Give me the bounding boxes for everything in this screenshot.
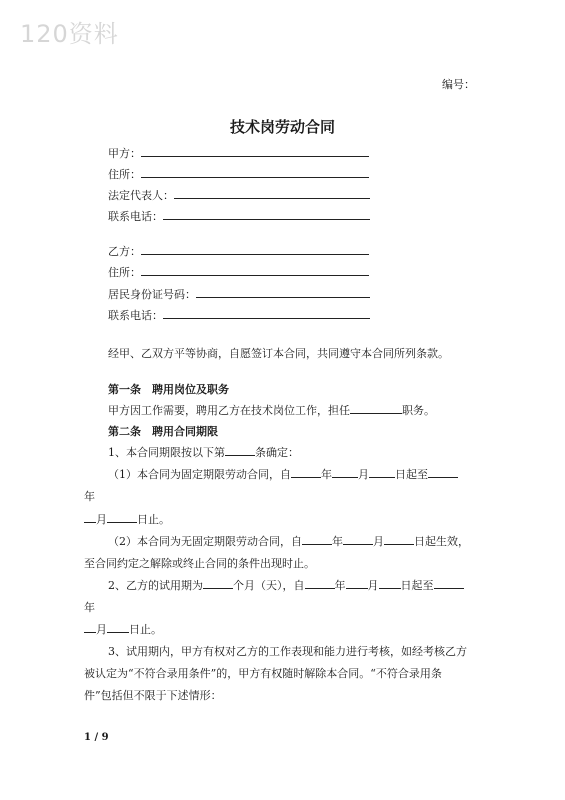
item-2-text-c: 年 — [334, 579, 346, 592]
sub-1-text-a: （1）本合同为固定期限劳动合同，自 — [108, 468, 291, 481]
item-2-text-g: 月 — [96, 623, 107, 636]
party-b-address-line — [108, 264, 369, 280]
probation-start-month-blank — [346, 577, 368, 589]
party-a-legal-rep-label: 法定代表人： — [108, 189, 174, 202]
party-a-phone-line — [108, 208, 370, 224]
article-1-heading: 第一条 聘用岗位及职务 — [108, 383, 229, 396]
sub-1-text-d: 日起至 — [395, 468, 428, 481]
sub-1-end-month-blank — [84, 511, 96, 523]
intro-paragraph: 经甲、乙双方平等协商，自愿签订本合同，共同遵守本合同所列条款。 — [108, 347, 449, 360]
article-2-item-2 — [108, 577, 518, 593]
item-2-text-a: 2、乙方的试用期为 — [108, 579, 203, 592]
probation-length-blank — [203, 577, 233, 589]
sub-1-month-blank — [332, 466, 358, 478]
serial-number-label: 编号： — [442, 78, 475, 91]
sub-1-text-b: 年 — [321, 468, 332, 481]
party-b-phone-label: 联系电话： — [108, 309, 163, 322]
party-b-id-label: 居民身份证号码： — [108, 288, 196, 301]
article-2-item-2-year-line: 年 — [84, 601, 95, 614]
article-2-heading: 第二条 聘用合同期限 — [108, 425, 218, 438]
party-a-address-blank — [141, 166, 369, 178]
party-b-phone-blank — [163, 307, 370, 319]
document-title: 技术岗劳动合同 — [229, 118, 335, 136]
article-2-item-2-end-line — [84, 621, 494, 637]
party-b-address-blank — [141, 264, 369, 276]
page-number: 1 / 9 — [84, 732, 109, 743]
sub-1-text-c: 月 — [358, 468, 369, 481]
party-b-address-label: 住所： — [108, 266, 141, 279]
sub-2-text-d: 日起生效， — [414, 535, 469, 548]
sub-2-month-blank — [343, 533, 373, 545]
article-2-item-3-line-3: 件”包括但不限于下述情形： — [84, 689, 222, 702]
article-2-sub-1-end-line — [84, 511, 494, 527]
article-1-text — [108, 402, 518, 418]
party-a-name-label: 甲方： — [108, 147, 141, 160]
sub-2-text-a: （2）本合同为无固定期限劳动合同，自 — [108, 535, 302, 548]
party-b-name-blank — [141, 243, 369, 255]
probation-end-year-blank — [434, 577, 464, 589]
item-2-text-d: 月 — [367, 579, 379, 592]
sub-2-text-c: 月 — [373, 535, 384, 548]
article-1-text-b: 职务。 — [402, 404, 435, 417]
sub-2-text-b: 年 — [332, 535, 343, 548]
article-2-item-3-line-1: 3、试用期内，甲方有权对乙方的工作表现和能力进行考核，如经考核乙方 — [108, 645, 467, 658]
item-1-text-a: 1、本合同期限按以下第 — [108, 446, 225, 459]
article-2-sub-2 — [108, 533, 518, 549]
sub-1-year-blank — [291, 466, 321, 478]
sub-2-day-blank — [384, 533, 414, 545]
party-a-phone-label: 联系电话： — [108, 210, 163, 223]
party-b-name-line — [108, 243, 369, 259]
probation-start-day-blank — [379, 577, 401, 589]
position-blank — [350, 402, 402, 414]
article-2-sub-1 — [108, 466, 518, 482]
article-2-sub-2-cont: 至合同约定之解除或终止合同的条件出现时止。 — [84, 557, 315, 570]
sub-1-end-day-blank — [107, 511, 137, 523]
article-2-item-3-line-2: 被认定为“不符合录用条件”的，甲方有权随时解除本合同。“不符合录用条 — [84, 667, 442, 680]
party-a-address-label: 住所： — [108, 168, 141, 181]
probation-end-day-blank — [107, 621, 129, 633]
item-2-text-h: 日止。 — [129, 623, 162, 636]
sub-1-text-g: 日止。 — [137, 513, 170, 526]
sub-1-day-blank — [369, 466, 395, 478]
sub-1-text-f: 月 — [96, 513, 107, 526]
party-a-phone-blank — [163, 208, 370, 220]
sub-1-end-year-blank — [428, 466, 458, 478]
sub-2-year-blank — [302, 533, 332, 545]
article-2-item-1 — [108, 444, 518, 460]
party-a-address-line — [108, 166, 369, 182]
watermark-logo: 120资料 — [20, 20, 119, 48]
probation-start-year-blank — [305, 577, 335, 589]
item-2-text-b: 个月（天），自 — [233, 579, 305, 592]
party-b-id-line — [108, 286, 370, 302]
party-a-name-line — [108, 145, 369, 161]
article-1-text-a: 甲方因工作需要，聘用乙方在技术岗位工作，担任 — [108, 404, 350, 417]
party-b-name-label: 乙方： — [108, 245, 141, 258]
party-b-id-blank — [196, 286, 370, 298]
party-a-legal-rep-line — [108, 187, 370, 203]
party-b-phone-line — [108, 307, 370, 323]
party-a-name-blank — [141, 145, 369, 157]
party-a-legal-rep-blank — [174, 187, 370, 199]
article-2-sub-1-year-line: 年 — [84, 490, 95, 503]
term-option-blank — [225, 444, 255, 456]
item-2-text-e: 日起至 — [400, 579, 434, 592]
item-1-text-b: 条确定： — [255, 446, 299, 459]
probation-end-month-blank — [84, 621, 96, 633]
